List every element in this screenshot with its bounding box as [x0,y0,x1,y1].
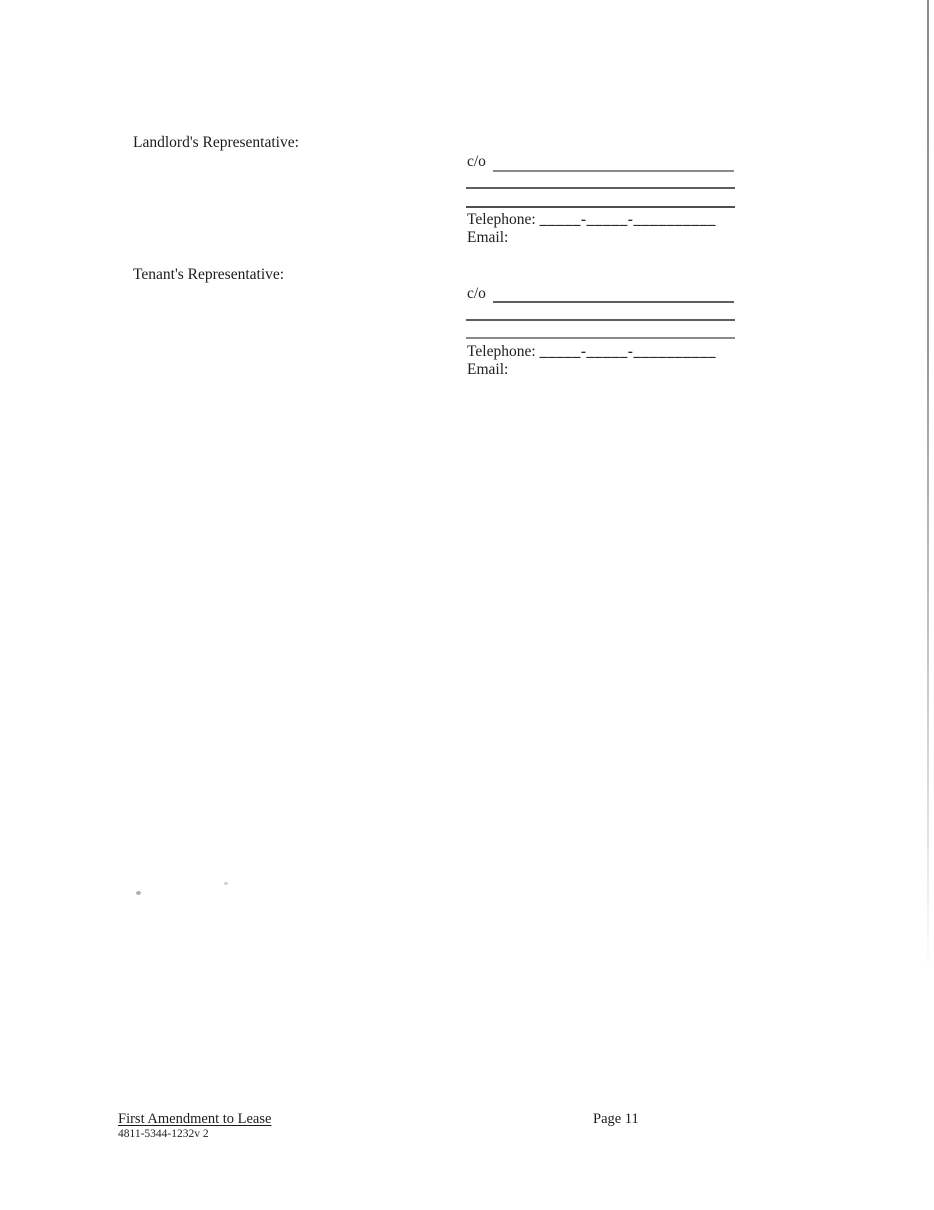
landlord-email-label: Email: [467,229,509,246]
tenant-email-label: Email: [467,361,509,378]
tenant-address-blank-line [466,319,735,321]
tenant-telephone-blanks: _____-_____-__________ [539,343,716,360]
landlord-representative-label: Landlord's Representative: [133,134,299,151]
scan-speck [136,891,141,895]
footer-document-title: First Amendment to Lease [118,1111,272,1127]
tenant-telephone-label: Telephone: [467,343,536,360]
landlord-address-blank-line [466,187,735,189]
footer-document-number: 4811-5344-1232v 2 [118,1128,209,1140]
tenant-telephone-row [467,343,716,360]
landlord-co-label: c/o [467,153,486,170]
landlord-telephone-label: Telephone: [467,211,536,228]
tenant-representative-label: Tenant's Representative: [133,266,285,283]
tenant-address-blank-line [466,337,735,339]
landlord-telephone-row [467,211,716,228]
landlord-co-blank-line [493,170,734,172]
scan-speck [224,882,228,885]
landlord-telephone-blanks: _____-_____-__________ [539,211,716,228]
scan-edge-artifact [927,0,929,975]
tenant-co-label: c/o [467,285,486,302]
landlord-address-blank-line [466,206,735,208]
footer-page-number: Page 11 [593,1111,639,1127]
tenant-co-blank-line [493,301,734,303]
